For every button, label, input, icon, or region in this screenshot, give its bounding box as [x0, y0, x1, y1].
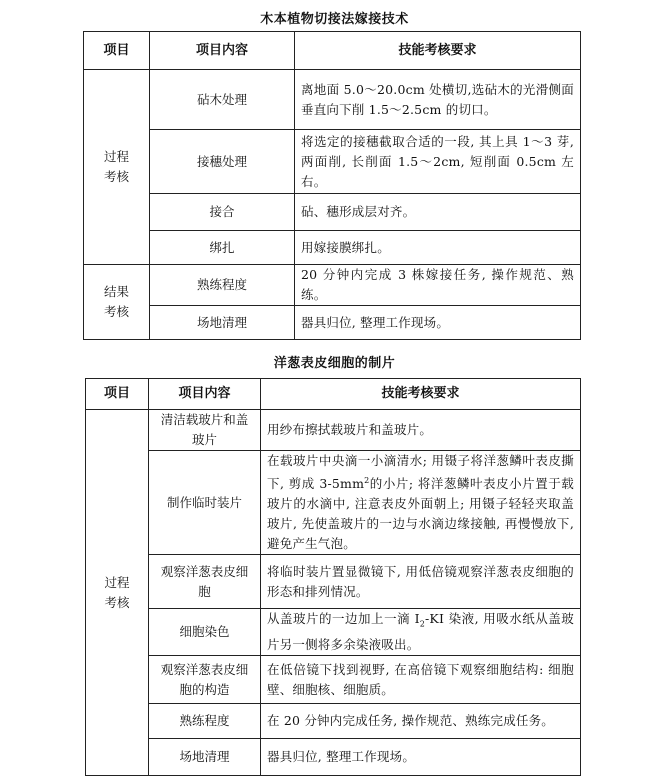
header-project: 项目 — [86, 379, 149, 410]
section1-title: 木本植物切接法嫁接技术 — [260, 12, 409, 27]
row-requirement: 离地面 5.0～20.0cm 处横切,选砧木的光滑侧面垂直向下削 1.5～2.5cm 的切口。 — [295, 70, 581, 130]
header-project: 项目 — [84, 32, 150, 70]
table-row — [84, 194, 581, 231]
row-content: 制作临时装片 — [149, 451, 261, 555]
table-row — [86, 609, 581, 656]
table-header-row — [84, 32, 581, 70]
row-requirement: 用纱布擦拭载玻片和盖玻片。 — [261, 410, 581, 451]
row-requirement: 砧、穗形成层对齐。 — [295, 194, 581, 231]
row-content: 场地清理 — [150, 306, 295, 340]
group-result-label: 结果 考核 — [84, 265, 150, 340]
header-requirement: 技能考核要求 — [261, 379, 581, 410]
row-content: 清洁载玻片和盖玻片 — [149, 410, 261, 451]
row-content: 绑扎 — [150, 231, 295, 265]
row-content: 接合 — [150, 194, 295, 231]
row-requirement: 器具归位, 整理工作现场。 — [295, 306, 581, 340]
group-process-label: 过程 考核 — [84, 70, 150, 265]
table-row — [86, 739, 581, 776]
table-row — [84, 265, 581, 306]
table-row — [84, 130, 581, 194]
row-content: 观察洋葱表皮细胞 — [149, 555, 261, 609]
row-content: 观察洋葱表皮细胞的构造 — [149, 656, 261, 704]
row-requirement: 用嫁接膜绑扎。 — [295, 231, 581, 265]
row-content: 熟练程度 — [149, 704, 261, 739]
header-content: 项目内容 — [150, 32, 295, 70]
row-requirement: 20 分钟内完成 3 株嫁接任务, 操作规范、熟练。 — [295, 265, 581, 306]
row-requirement: 从盖玻片的一边加上一滴 $I_2-KI$ 染液, 用吸水纸从盖玻片另一侧将多余染液吸出。 — [261, 609, 581, 656]
row-requirement: 在载玻片中央滴一小滴清水; 用镊子将洋葱鳞叶表皮撕下, 剪成 $3-5mm^2$的小片; 将洋葱鳞叶表皮小片置于载玻片的水滴中, 注意表皮外面朝上; 用镊子轻轻夹取盖玻片, 先使盖玻片的一边与水滴边缘接触, 再慢慢放下, 避免产生气泡。 — [261, 451, 581, 555]
row-content: 场地清理 — [149, 739, 261, 776]
table-row — [86, 704, 581, 739]
table-row — [86, 555, 581, 609]
table-row — [86, 410, 581, 451]
section1-table — [83, 31, 581, 340]
row-content: 接穗处理 — [150, 130, 295, 194]
row-content: 熟练程度 — [150, 265, 295, 306]
section2-title: 洋葱表皮细胞的制片 — [273, 356, 396, 371]
row-requirement: 将临时装片置显微镜下, 用低倍镜观察洋葱表皮细胞的形态和排列情况。 — [261, 555, 581, 609]
row-requirement: 将选定的接穗截取合适的一段, 其上具 1～3 芽, 两面削, 长削面 1.5～2cm, 短削面 0.5cm 左右。 — [295, 130, 581, 194]
table-row — [84, 306, 581, 340]
row-content: 细胞染色 — [149, 609, 261, 656]
row-requirement: 在低倍镜下找到视野, 在高倍镜下观察细胞结构: 细胞壁、细胞核、细胞质。 — [261, 656, 581, 704]
row-requirement: 在 20 分钟内完成任务, 操作规范、熟练完成任务。 — [261, 704, 581, 739]
header-content: 项目内容 — [149, 379, 261, 410]
table-row — [86, 451, 581, 555]
table-row — [84, 70, 581, 130]
section2-table — [85, 378, 581, 776]
row-content: 砧木处理 — [150, 70, 295, 130]
table-row — [86, 656, 581, 704]
table-row — [84, 231, 581, 265]
table-header-row — [86, 379, 581, 410]
row-requirement: 器具归位, 整理工作现场。 — [261, 739, 581, 776]
group-process-label: 过程 考核 — [86, 410, 149, 776]
header-requirement: 技能考核要求 — [295, 32, 581, 70]
